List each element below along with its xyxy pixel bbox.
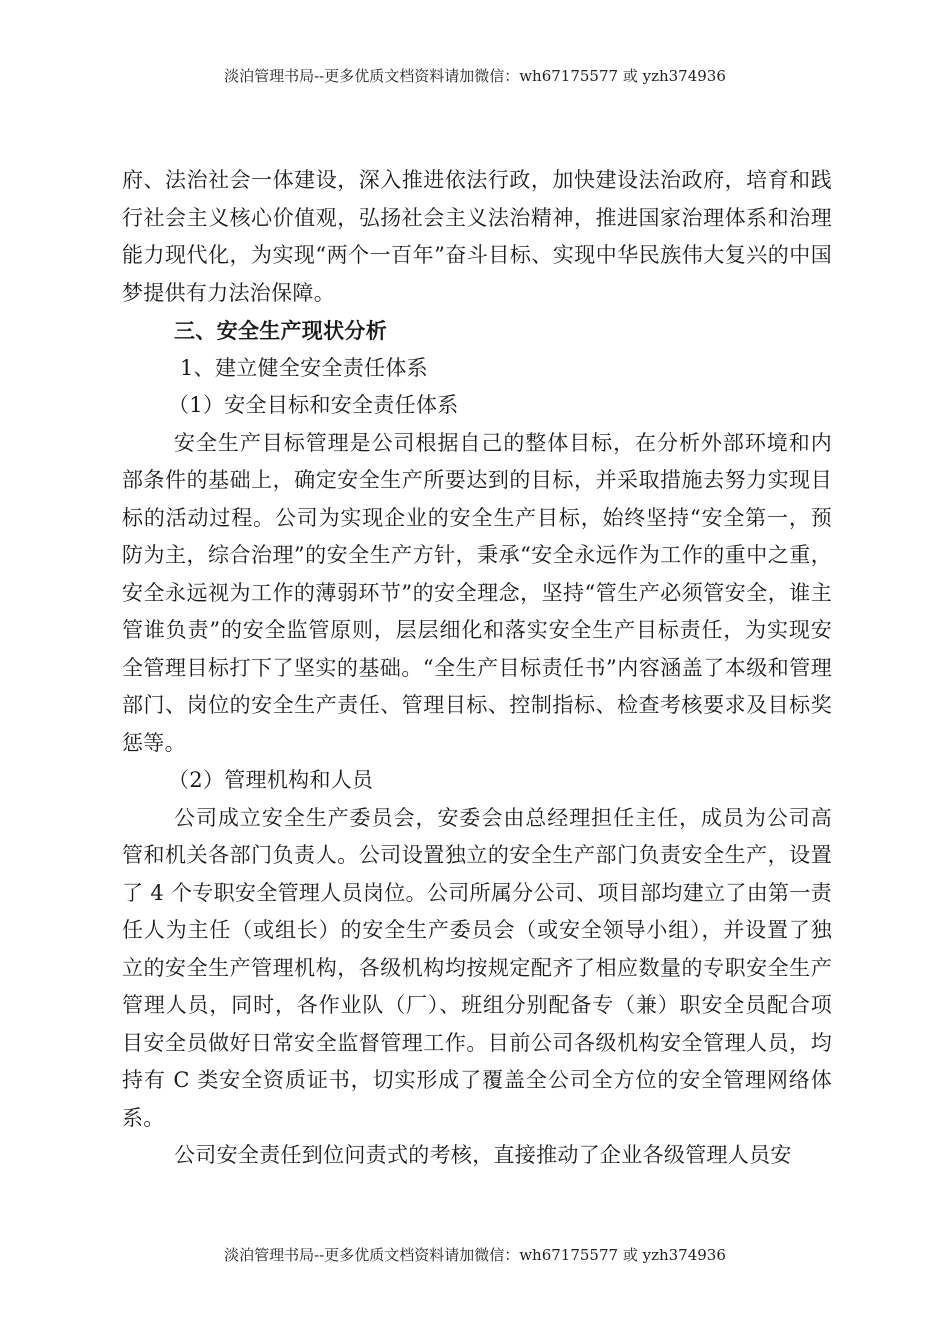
item2-title: （2）管理机构和人员 xyxy=(168,768,374,792)
item1-paragraph: 安全生产目标管理是公司根据自己的整体目标，在分析外部环境和内部条件的基础上，确定安全生产所要达到的目标，并采取措施去努力实现目标的活动过程。公司为实现企业的安全生产目标，始终坚持“安全第一，预防为主，综合治理”的安全生产方针，秉承“安全永远作为工作的重中之重，安全永远视为工作的薄弱环节”的安全理念，坚持“管生产必须管安全，谁主管谁负责”的安全监管原则，层层细化和落实安全生产目标责任，为实现安全管理目标打下了坚实的基础。“全生产目标责任书”内容涵盖了本级和管理部门、岗位的安全生产责任、管理目标、控制指标、检查考核要求及目标奖惩等。 xyxy=(122,430,832,755)
final-paragraph: 公司安全责任到位问责式的考核，直接推动了企业各级管理人员安 xyxy=(174,1143,792,1167)
item1-title: （1）安全目标和安全责任体系 xyxy=(168,393,459,417)
item2-paragraph: 公司成立安全生产委员会，安委会由总经理担任主任，成员为公司高管和机关各部门负责人。公司设置独立的安全生产部门负责安全生产，设置了 4 个专职安全管理人员岗位。公司所属分公司、项目部均建立了由第一责任人为主任（或组长）的安全生产委员会（或安全领导小组），并设置了独立的安全生产管理机构，各级机构均按规定配齐了相应数量的专职安全生产管理人员，同时，各作业队（厂）、班组分别配备专（兼）职安全员配合项目安全员做好日常安全监督管理工作。目前公司各级机构安全管理人员，均持有 C 类安全资质证书，切实形成了覆盖全公司全方位的安全管理网络体系。 xyxy=(122,805,832,1130)
document-body xyxy=(122,162,832,1175)
intro-paragraph: 府、法治社会一体建设，深入推进依法行政，加快建设法治政府，培育和践行社会主义核心价值观，弘扬社会主义法治精神，推进国家治理体系和治理能力现代化，为实现“两个一百年”奋斗目标、实现中华民族伟大复兴的中国梦提供有力法治保障。 xyxy=(122,168,832,305)
section-title: 三、安全生产现状分析 xyxy=(174,318,387,343)
subsection-title: 1、建立健全安全责任体系 xyxy=(180,355,428,380)
page-footer: 淡泊管理书局--更多优质文档资料请加微信：wh67175577 或 yzh374936 xyxy=(224,1246,726,1264)
page-header: 淡泊管理书局--更多优质文档资料请加微信：wh67175577 或 yzh374936 xyxy=(224,67,726,85)
